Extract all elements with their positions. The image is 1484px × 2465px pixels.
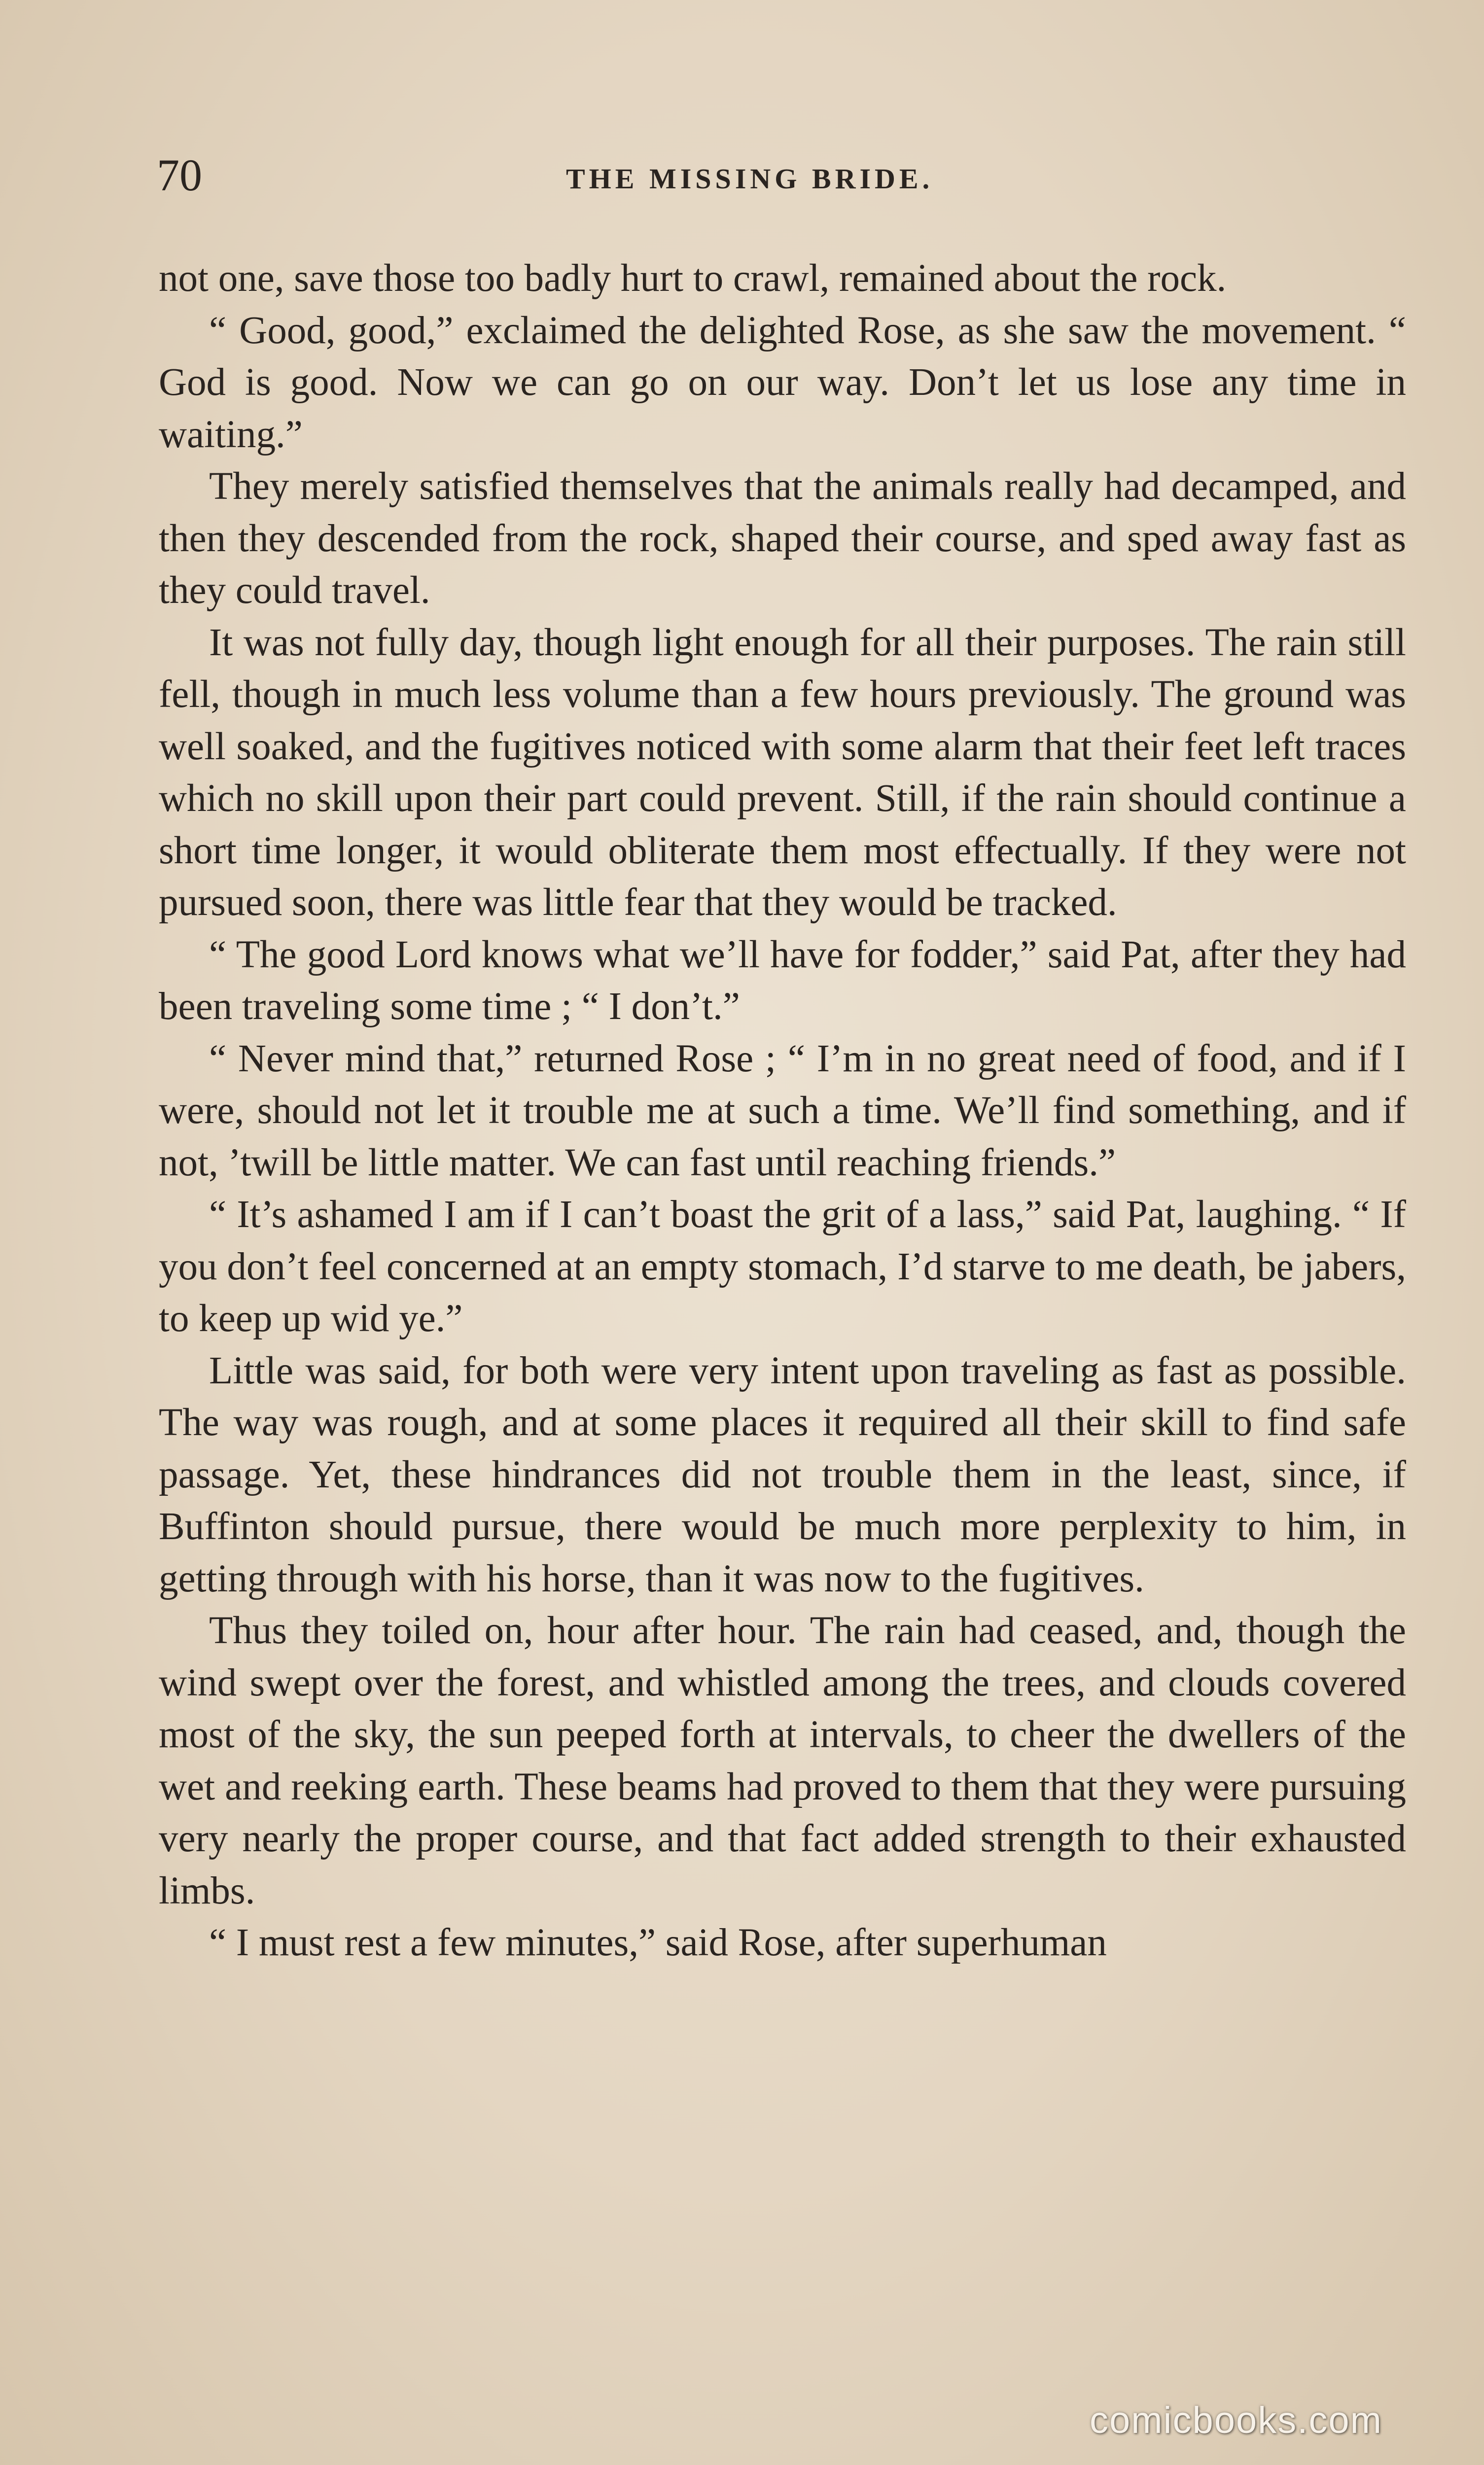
page-number: 70 <box>157 150 202 200</box>
paragraph: Thus they toiled on, hour after hour. The rain had ceased, and, though the wind swept over the forest, and whistled among the trees, and clouds covered most of the sky, the sun peeped forth at intervals, to cheer the dwellers of the wet and reeking earth. These beams had proved to them that they were pursuing very nearly the proper course, and that fact added strength to their exhausted limbs. <box>159 1609 1406 1912</box>
paragraph: “ I must rest a few minutes,” said Rose, after superhuman <box>209 1921 1107 1964</box>
paragraph: It was not fully day, though light enough for all their purposes. The rain still fell, though in much less volume than a few hours previously. The ground was well soaked, and the fugitives noticed with some alarm that their feet left traces which no skill upon their part could prevent. Still, if the rain should continue a short time longer, it would obliterate them most effectually. If they were not pursued soon, there was little fear that they would be tracked. <box>159 621 1406 924</box>
paragraph: not one, save those too badly hurt to crawl, remained about the rock. <box>159 257 1227 300</box>
paragraph: “ Never mind that,” returned Rose ; “ I’m in no great need of food, and if I were, should not let it trouble me at such a time. We’ll find something, and if not, ’twill be little matter. We can fast until reaching friends.” <box>159 1037 1406 1184</box>
paragraph: “ Good, good,” exclaimed the delighted Rose, as she saw the movement. “ God is good. Now we can go on our way. Don’t let us lose any time in waiting.” <box>159 309 1406 456</box>
page-header <box>157 148 1409 202</box>
watermark: comicbooks.com <box>1090 2399 1382 2441</box>
paragraph: “ The good Lord knows what we’ll have for fodder,” said Pat, after they had been traveling some time ; “ I don’t.” <box>159 933 1406 1028</box>
paragraph: They merely satisfied themselves that the animals really had decamped, and then they descended from the rock, shaped their course, and sped away fast as they could travel. <box>159 465 1406 612</box>
body-text <box>159 252 1406 1969</box>
paragraph: “ It’s ashamed I am if I can’t boast the grit of a lass,” said Pat, laughing. “ If you don’t feel concerned at an empty stomach, I’d starve to me death, be jabers, to keep up wid ye.” <box>159 1193 1406 1340</box>
paragraph: Little was said, for both were very intent upon traveling as fast as possible. The way was rough, and at some places it required all their skill to find safe passage. Yet, these hindrances did not trouble them in the least, since, if Buffinton should pursue, there would be much more perplexity to him, in getting through with his horse, than it was now to the fugitives. <box>159 1349 1406 1600</box>
running-title: THE MISSING BRIDE. <box>566 163 934 195</box>
